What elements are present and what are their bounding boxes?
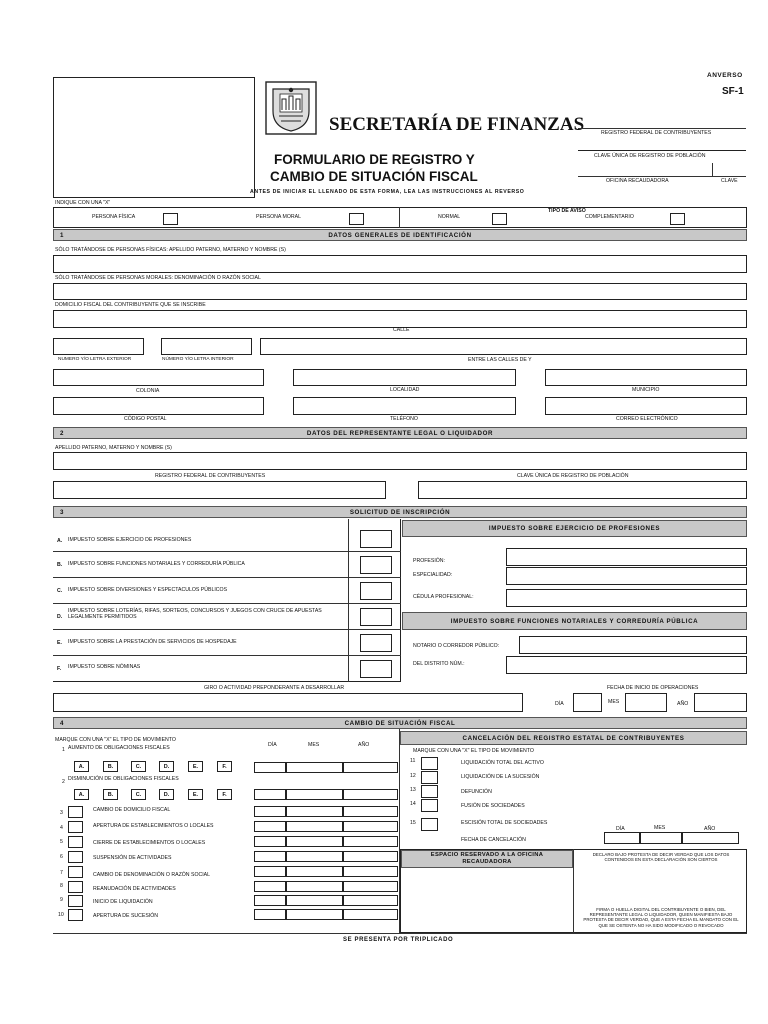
fecha-cancel-anio-label: AÑO	[704, 826, 716, 832]
movement-8-number: 8	[60, 883, 63, 889]
form-title-line2: CAMBIO DE SITUACIÓN FISCAL	[270, 169, 478, 184]
especialidad-label: ESPECIALIDAD:	[413, 572, 453, 578]
cancel-13-number: 13	[410, 787, 416, 793]
impuesto-b-label: IMPUESTO SOBRE FUNCIONES NOTARIALES Y CORREDURÍA PÚBLICA	[68, 561, 245, 567]
rep-rfc-label: REGISTRO FEDERAL DE CONTRIBUYENTES	[155, 473, 266, 479]
firma-text: FIRMA O HUELLA DIGITAL DEL CONTRIBUYENTE O BIEN, DEL REPRESENTANTE LEGAL O LIQUIDADOR, QUIEN MANIFIESTA BAJO PROTESTA DE DECIR VERDAD, QUE A ESTA FECHA EL MANDATO CON EL QUE SE OSTENTA NO HA SIDO MODIFICADO O REVOCADO	[583, 907, 739, 928]
movement-3-mes-field[interactable]	[286, 806, 343, 817]
persona-fisica-checkbox[interactable]	[163, 213, 178, 225]
fecha-cancel-anio-field[interactable]	[682, 832, 739, 844]
impuesto-c-letter: C.	[57, 588, 63, 594]
persona-moral-label: PERSONA MORAL	[256, 214, 301, 220]
complementario-checkbox[interactable]	[670, 213, 685, 225]
profesion-field[interactable]	[506, 548, 747, 566]
fecha-cancel-mes-label: MES	[654, 825, 666, 831]
movement-2-letter-c[interactable]: C.	[131, 789, 146, 800]
photo-box	[53, 77, 255, 198]
s4-mes-label: MES	[308, 742, 320, 748]
movement-1-label: AUMENTO DE OBLIGACIONES FISCALES	[68, 745, 170, 751]
movement-1-letter-b[interactable]: B.	[103, 761, 118, 772]
persona-moral-checkbox[interactable]	[349, 213, 364, 225]
cedula-field[interactable]	[506, 589, 747, 607]
movement-9-mes-field[interactable]	[286, 895, 343, 906]
localidad-field[interactable]	[293, 369, 516, 386]
telefono-label: TELÉFONO	[390, 416, 418, 422]
movement-7-dia-field[interactable]	[254, 866, 286, 877]
movement-4-number: 4	[60, 825, 63, 831]
profesiones-header: IMPUESTO SOBRE EJERCICIO DE PROFESIONES	[402, 520, 747, 537]
municipio-label: MUNICIPIO	[632, 387, 660, 393]
cancelacion-header: CANCELACIÓN DEL REGISTRO ESTATAL DE CONTRIBUYENTES	[400, 731, 747, 745]
movement-4-label: APERTURA DE ESTABLECIMIENTOS O LOCALES	[93, 823, 214, 829]
impuesto-a-checkbox[interactable]	[360, 530, 392, 548]
fecha-inicio-mes-field[interactable]	[625, 693, 667, 712]
cancel-marque-label: MARQUE CON UNA "X" EL TIPO DE MOVIMIENTO	[413, 748, 534, 754]
num-ext-field[interactable]	[53, 338, 144, 355]
movement-2-mes-field[interactable]	[286, 789, 343, 800]
movement-2-dia-field[interactable]	[254, 789, 286, 800]
impuesto-b-letter: B.	[57, 562, 63, 568]
movement-5-mes-field[interactable]	[286, 836, 343, 847]
anverso-label: ANVERSO	[707, 72, 743, 79]
rep-rfc-field[interactable]	[53, 481, 386, 499]
movement-6-number: 6	[60, 854, 63, 860]
movement-8-mes-field[interactable]	[286, 881, 343, 892]
cancel-12-checkbox[interactable]	[421, 771, 438, 784]
impuesto-f-letter: F.	[57, 666, 62, 672]
localidad-label: LOCALIDAD	[390, 387, 420, 393]
cancel-14-checkbox[interactable]	[421, 799, 438, 812]
impuesto-b-checkbox[interactable]	[360, 556, 392, 574]
movement-10-number: 10	[58, 912, 64, 918]
movement-6-mes-field[interactable]	[286, 851, 343, 862]
movement-7-checkbox[interactable]	[68, 866, 83, 878]
instructions-text: ANTES DE INICIAR EL LLENADO DE ESTA FORMA, LEA LAS INSTRUCCIONES AL REVERSO	[250, 189, 525, 195]
movement-3-number: 3	[60, 810, 63, 816]
fecha-inicio-mes-label: MES	[608, 699, 620, 705]
movement-1-dia-field[interactable]	[254, 762, 286, 773]
movement-8-anio-field[interactable]	[343, 881, 398, 892]
movement-8-checkbox[interactable]	[68, 881, 83, 893]
s4-dia-label: DÍA	[268, 742, 277, 748]
movement-2-letter-e[interactable]: E.	[188, 789, 203, 800]
fecha-inicio-dia-field[interactable]	[573, 693, 602, 712]
rep-apellido-label: APELLIDO PATERNO, MATERNO Y NOMBRE (S)	[55, 445, 172, 451]
fecha-cancel-dia-label: DÍA	[616, 826, 625, 832]
movement-10-dia-field[interactable]	[254, 909, 286, 920]
cancel-15-checkbox[interactable]	[421, 818, 438, 831]
section-1-header: 1 DATOS GENERALES DE IDENTIFICACIÓN	[53, 229, 747, 241]
movement-1-letter-e[interactable]: E.	[188, 761, 203, 772]
section-3-header: 3 SOLICITUD DE INSCRIPCIÓN	[53, 506, 747, 518]
num-int-label: NÚMERO Y/O LETRA INTERIOR	[162, 357, 234, 362]
indique-label: INDIQUE CON UNA "X"	[55, 200, 111, 206]
notarial-header: IMPUESTO SOBRE FUNCIONES NOTARIALES Y CORREDURÍA PÚBLICA	[402, 612, 747, 630]
movement-2-letter-b[interactable]: B.	[103, 789, 118, 800]
fecha-cancel-label: FECHA DE CANCELACIÓN	[461, 837, 526, 843]
notario-label: NOTARIO O CORREDOR PÚBLICO:	[413, 643, 500, 649]
movement-5-checkbox[interactable]	[68, 836, 83, 848]
movement-2-label: DISMINUCIÓN DE OBLIGACIONES FISCALES	[68, 776, 179, 782]
s4-marque-label: MARQUE CON UNA "X" EL TIPO DE MOVIMIENTO	[55, 737, 176, 743]
form-title-line1: FORMULARIO DE REGISTRO Y	[274, 152, 475, 167]
impuesto-c-checkbox[interactable]	[360, 582, 392, 600]
movement-9-checkbox[interactable]	[68, 895, 83, 907]
fisicas-label: SÓLO TRATÁNDOSE DE PERSONAS FÍSICAS: APELLIDO PATERNO, MATERNO Y NOMBRE (S)	[55, 247, 286, 253]
movement-7-anio-field[interactable]	[343, 866, 398, 877]
colonia-field[interactable]	[53, 369, 264, 386]
movement-1-letter-c[interactable]: C.	[131, 761, 146, 772]
movement-5-dia-field[interactable]	[254, 836, 286, 847]
movement-3-anio-field[interactable]	[343, 806, 398, 817]
morales-name-field[interactable]	[53, 283, 747, 300]
normal-label: NORMAL	[438, 214, 461, 220]
movement-7-mes-field[interactable]	[286, 866, 343, 877]
colonia-label: COLONIA	[136, 388, 160, 394]
fecha-inicio-label: FECHA DE INICIO DE OPERACIONES	[607, 685, 699, 691]
fecha-cancel-mes-field[interactable]	[640, 832, 682, 844]
persona-fisica-label: PERSONA FÍSICA	[92, 214, 136, 220]
distrito-field[interactable]	[506, 656, 747, 674]
movement-6-checkbox[interactable]	[68, 851, 83, 863]
s4-anio-label: AÑO	[358, 742, 370, 748]
calle-field[interactable]	[53, 310, 747, 328]
impuesto-e-label: IMPUESTO SOBRE LA PRESTACIÓN DE SERVICIOS DE HOSPEDAJE	[68, 639, 237, 645]
fecha-inicio-dia-label: DÍA	[555, 701, 564, 707]
fecha-inicio-anio-field[interactable]	[694, 693, 747, 712]
impuesto-d-label: IMPUESTO SOBRE LOTERÍAS, RIFAS, SORTEOS, CONCURSOS Y JUEGOS CON CRUCE DE APUESTAS LEGALMENTE PERMITIDOS	[68, 608, 322, 620]
cancel-15-label: ESCISIÓN TOTAL DE SOCIEDADES	[461, 820, 548, 826]
impuesto-d-checkbox[interactable]	[360, 608, 392, 626]
section-2-header: 2 DATOS DEL REPRESENTANTE LEGAL O LIQUIDADOR	[53, 427, 747, 439]
movement-7-label: CAMBIO DE DENOMINACIÓN O RAZÓN SOCIAL	[93, 872, 211, 878]
cancel-11-label: LIQUIDACIÓN TOTAL DEL ACTIVO	[461, 760, 544, 766]
impuesto-f-checkbox[interactable]	[360, 660, 392, 678]
clave-label: CLAVE	[721, 178, 738, 184]
giro-field[interactable]	[53, 693, 523, 712]
fecha-inicio-anio-label: AÑO	[677, 701, 689, 707]
coat-of-arms-logo	[265, 81, 317, 135]
movement-9-label: INICIO DE LIQUIDACIÓN	[93, 899, 153, 905]
movement-4-checkbox[interactable]	[68, 821, 83, 833]
notario-field[interactable]	[519, 636, 747, 654]
movement-1-mes-field[interactable]	[286, 762, 343, 773]
movement-9-anio-field[interactable]	[343, 895, 398, 906]
movement-10-checkbox[interactable]	[68, 909, 83, 921]
movement-2-letter-f[interactable]: F.	[217, 789, 232, 800]
profesion-label: PROFESIÓN:	[413, 558, 445, 564]
movement-4-mes-field[interactable]	[286, 821, 343, 832]
impuesto-a-letter: A.	[57, 538, 63, 544]
tipo-aviso-label: TIPO DE AVISO	[548, 208, 586, 214]
cancel-12-number: 12	[410, 773, 416, 779]
movement-3-label: CAMBIO DE DOMICILIO FISCAL	[93, 807, 171, 813]
movement-5-label: CIERRE DE ESTABLECIMIENTOS O LOCALES	[93, 840, 206, 846]
movement-2-number: 2	[62, 779, 65, 785]
morales-label: SÓLO TRATÁNDOSE DE PERSONAS MORALES: DENOMINACIÓN O RAZÓN SOCIAL	[55, 275, 261, 281]
impuesto-e-letter: E.	[57, 640, 62, 646]
rep-curp-field[interactable]	[418, 481, 747, 499]
movement-10-mes-field[interactable]	[286, 909, 343, 920]
entre-calles-label: ENTRE LAS CALLES DE Y	[468, 357, 532, 363]
domicilio-label: DOMICILIO FISCAL DEL CONTRIBUYENTE QUE SE INSCRIBE	[55, 302, 206, 308]
cancel-12-label: LIQUIDACIÓN DE LA SUCESIÓN	[461, 774, 540, 780]
movement-1-anio-field[interactable]	[343, 762, 398, 773]
movement-9-dia-field[interactable]	[254, 895, 286, 906]
correo-label: CORREO ELECTRÓNICO	[616, 416, 678, 422]
indique-row	[53, 207, 747, 228]
cancel-14-label: FUSIÓN DE SOCIEDADES	[461, 803, 525, 809]
fecha-cancel-dia-field[interactable]	[604, 832, 640, 844]
movement-2-anio-field[interactable]	[343, 789, 398, 800]
num-int-field[interactable]	[161, 338, 252, 355]
impuesto-f-label: IMPUESTO SOBRE NÓMINAS	[68, 664, 141, 670]
cp-field[interactable]	[53, 397, 264, 415]
normal-checkbox[interactable]	[492, 213, 507, 225]
movement-2-letter-d[interactable]: D.	[159, 789, 174, 800]
rfc-header-label: REGISTRO FEDERAL DE CONTRIBUYENTES	[601, 130, 712, 136]
rfc-header-field[interactable]	[578, 139, 746, 151]
giro-label: GIRO O ACTIVIDAD PREPONDERANTE A DESARROLLAR	[204, 685, 345, 691]
cedula-label: CÉDULA PROFESIONAL:	[413, 594, 474, 600]
rep-curp-label: CLAVE ÚNICA DE REGISTRO DE POBLACIÓN	[517, 473, 629, 479]
form-code: SF-1	[722, 86, 744, 97]
espacio-reservado-header: ESPACIO RESERVADO A LA OFICINA RECAUDADORA	[401, 850, 573, 868]
movement-6-anio-field[interactable]	[343, 851, 398, 862]
cancel-11-checkbox[interactable]	[421, 757, 438, 770]
especialidad-field[interactable]	[506, 567, 747, 585]
movement-5-anio-field[interactable]	[343, 836, 398, 847]
impuesto-a-label: IMPUESTO SOBRE EJERCICIO DE PROFESIONES	[68, 537, 192, 543]
movement-9-number: 9	[60, 897, 63, 903]
cancel-15-number: 15	[410, 820, 416, 826]
cancel-13-checkbox[interactable]	[421, 785, 438, 798]
entre-calles-field[interactable]	[260, 338, 747, 355]
cancel-11-number: 11	[410, 758, 416, 764]
secretaria-title: SECRETARÍA DE FINANZAS	[329, 114, 585, 135]
movement-7-number: 7	[60, 870, 63, 876]
cancel-14-number: 14	[410, 801, 416, 807]
cp-label: CÓDIGO POSTAL	[124, 416, 167, 422]
declaro-text: DECLARO BAJO PROTESTA DE DECIR VERDAD QUE LOS DATOS CONTENIDOS EN ESTA DECLARACIÓN SON CIERTOS	[592, 852, 730, 863]
impuesto-e-checkbox[interactable]	[360, 634, 392, 652]
section-4-header: 4 CAMBIO DE SITUACIÓN FISCAL	[53, 717, 747, 729]
num-ext-label: NUMERO Y/O LETRA EXTERIOR	[58, 357, 132, 362]
movement-10-anio-field[interactable]	[343, 909, 398, 920]
movement-6-label: SUSPENSIÓN DE ACTIVIDADES	[93, 855, 172, 861]
movement-6-dia-field[interactable]	[254, 851, 286, 862]
distrito-label: DEL DISTRITO NÚM.:	[413, 661, 465, 667]
movement-10-label: APERTURA DE SUCESIÓN	[93, 913, 159, 919]
movement-1-letter-d[interactable]: D.	[159, 761, 174, 772]
movement-2-letter-a[interactable]: A.	[74, 789, 89, 800]
footer-text: SE PRESENTA POR TRIPLICADO	[343, 937, 454, 943]
movement-1-letter-f[interactable]: F.	[217, 761, 232, 772]
movement-1-letter-a[interactable]: A.	[74, 761, 89, 772]
correo-field[interactable]	[545, 397, 747, 415]
movement-1-number: 1	[62, 747, 65, 753]
curp-header-label: CLAVE ÚNICA DE REGISTRO DE POBLACIÓN	[594, 153, 706, 159]
telefono-field[interactable]	[293, 397, 516, 415]
movement-5-number: 5	[60, 839, 63, 845]
oficina-label: OFICINA RECAUDADORA	[606, 178, 669, 184]
rep-name-field[interactable]	[53, 452, 747, 470]
movement-8-label: REANUDACIÓN DE ACTIVIDADES	[93, 886, 176, 892]
movement-3-dia-field[interactable]	[254, 806, 286, 817]
movement-4-dia-field[interactable]	[254, 821, 286, 832]
impuesto-d-letter: D.	[57, 614, 63, 620]
impuesto-c-label: IMPUESTO SOBRE DIVERSIONES Y ESPECTACULOS PÚBLICOS	[68, 587, 228, 593]
municipio-field[interactable]	[545, 369, 747, 386]
movement-3-checkbox[interactable]	[68, 806, 83, 818]
movement-8-dia-field[interactable]	[254, 881, 286, 892]
movement-4-anio-field[interactable]	[343, 821, 398, 832]
cancel-13-label: DEFUNCIÓN	[461, 789, 492, 795]
fisicas-name-field[interactable]	[53, 255, 747, 273]
complementario-label: COMPLEMENTARIO	[585, 214, 634, 220]
calle-label: CALLE	[393, 327, 410, 333]
